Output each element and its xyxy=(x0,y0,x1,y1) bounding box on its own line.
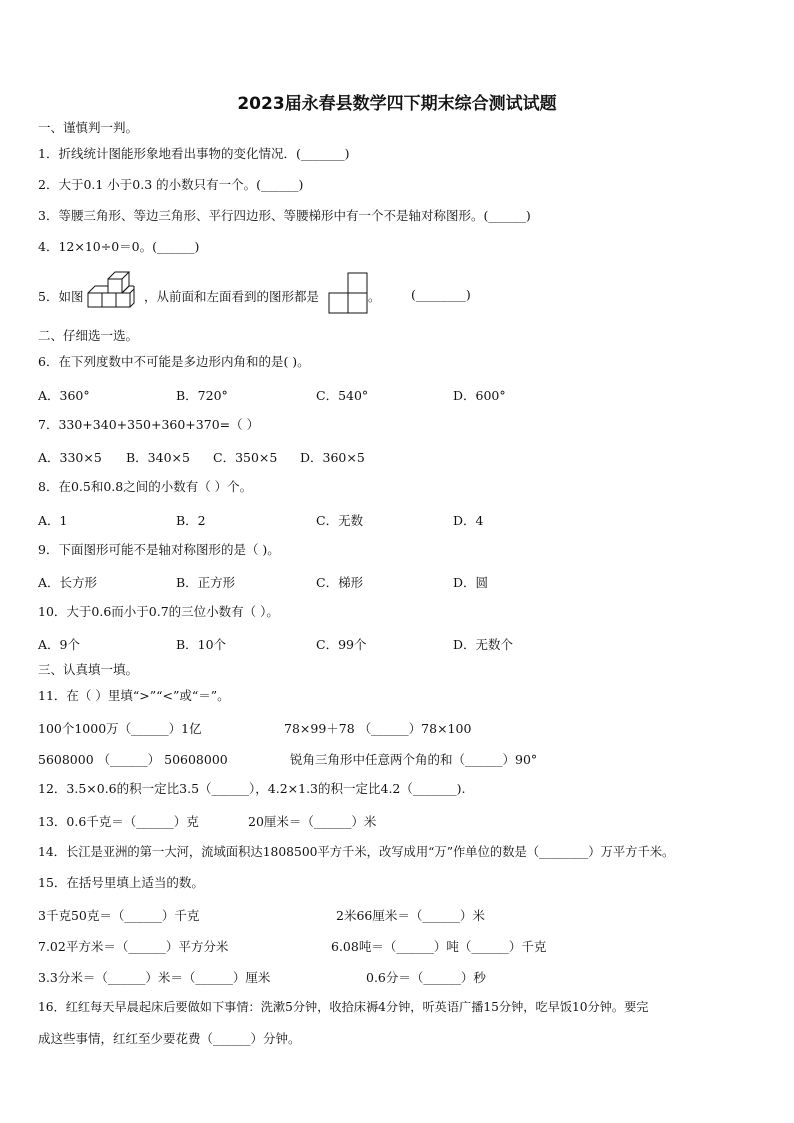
question-1: 1．折线统计图能形象地看出事物的变化情况．(_______) xyxy=(38,146,350,161)
q13-left: 13．0.6千克＝（______）克 xyxy=(38,814,199,829)
page-title: 2023届永春县数学四下期末综合测试试题 xyxy=(237,94,557,114)
section-heading-1: 一、谨慎判一判。 xyxy=(38,120,139,135)
q8-option-b: B．2 xyxy=(176,513,206,528)
q15-row1-left: 3千克50克＝（______）千克 xyxy=(38,908,200,923)
q11-row1-right: 78×99＋78 （______）78×100 xyxy=(284,721,472,736)
q15-row2-left: 7.02平方米＝（______）平方分米 xyxy=(38,939,229,954)
q7-option-c: C．350×5 xyxy=(213,450,278,465)
question-5-prefix: 5．如图 xyxy=(38,289,84,304)
q15-row3-left: 3.3分米＝（______）米＝（______）厘米 xyxy=(38,970,271,985)
question-14: 14．长江是亚洲的第一大河，流域面积达1808500平方千米，改写成用“万”作单位的数是（________）万平方千米。 xyxy=(38,845,675,859)
q11-row2-left: 5608000 （______） 50608000 xyxy=(38,752,228,767)
q6-option-a: A．360° xyxy=(38,388,90,403)
question-9: 9．下面图形可能不是轴对称图形的是（ )。 xyxy=(38,542,280,557)
question-3: 3．等腰三角形、等边三角形、平行四边形、等腰梯形中有一个不是轴对称图形。(______) xyxy=(38,208,531,223)
q11-row1-left: 100个1000万（______）1亿 xyxy=(38,721,202,736)
q15-row2-right: 6.08吨＝（______）吨（______）千克 xyxy=(331,939,547,954)
question-2: 2．大于0.1 小于0.3 的小数只有一个。(______) xyxy=(38,177,304,192)
cube-stack-figure xyxy=(87,271,135,317)
question-8: 8．在0.5和0.8之间的小数有（ ）个。 xyxy=(38,479,253,494)
question-16-line1: 16．红红每天早晨起床后要做如下事情：洗漱5分钟，收拾床褥4分钟，听英语广播15分钟，吃早饭10分钟。要完 xyxy=(38,1000,649,1014)
q15-row1-right: 2米66厘米＝（______）米 xyxy=(336,908,485,923)
q7-option-b: B．340×5 xyxy=(126,450,190,465)
q11-row2-right: 锐角三角形中任意两个角的和（______）90° xyxy=(290,752,538,767)
q13-right: 20厘米＝（______）米 xyxy=(248,814,377,829)
question-15: 15．在括号里填上适当的数。 xyxy=(38,875,204,890)
q8-option-d: D．4 xyxy=(453,513,484,528)
section-heading-2: 二、仔细选一选。 xyxy=(38,328,139,343)
q8-option-c: C．无数 xyxy=(316,513,364,528)
q6-option-d: D．600° xyxy=(453,388,506,403)
question-7: 7．330+340+350+360+370=（ ） xyxy=(38,417,260,432)
question-16-line2: 成这些事情，红红至少要花费（______）分钟。 xyxy=(38,1031,301,1046)
question-4: 4．12×10÷0＝0。(______) xyxy=(38,239,200,254)
question-12: 12．3.5×0.6的积一定比3.5（______），4.2×1.3的积一定比4.2（_______). xyxy=(38,781,466,796)
question-5-period: 。 xyxy=(368,289,381,304)
q10-option-d: D．无数个 xyxy=(453,637,514,652)
q9-option-c: C．梯形 xyxy=(316,575,364,590)
q10-option-a: A．9个 xyxy=(38,637,80,652)
question-6: 6．在下列度数中不可能是多边形内角和的是( )。 xyxy=(38,354,310,369)
q6-option-b: B．720° xyxy=(176,388,228,403)
question-5-text: ，从前面和左面看到的图形都是 xyxy=(144,289,320,304)
q6-option-c: C．540° xyxy=(316,388,369,403)
view-shape-figure xyxy=(328,272,370,316)
q10-option-b: B．10个 xyxy=(176,637,227,652)
question-11: 11．在（ ）里填“>”“<”或“＝”。 xyxy=(38,688,230,703)
q15-row3-right: 0.6分＝（______）秒 xyxy=(366,970,486,985)
question-10: 10．大于0.6而小于0.7的三位小数有（ ）。 xyxy=(38,604,279,619)
section-heading-3: 三、认真填一填。 xyxy=(38,662,139,677)
q9-option-b: B．正方形 xyxy=(176,575,236,590)
q9-option-d: D．圆 xyxy=(453,575,489,590)
question-5-blank: (________) xyxy=(411,287,471,302)
q9-option-a: A．长方形 xyxy=(38,575,98,590)
q10-option-c: C．99个 xyxy=(316,637,367,652)
q7-option-a: A．330×5 xyxy=(38,450,102,465)
q8-option-a: A．1 xyxy=(38,513,68,528)
q7-option-d: D．360×5 xyxy=(300,450,365,465)
